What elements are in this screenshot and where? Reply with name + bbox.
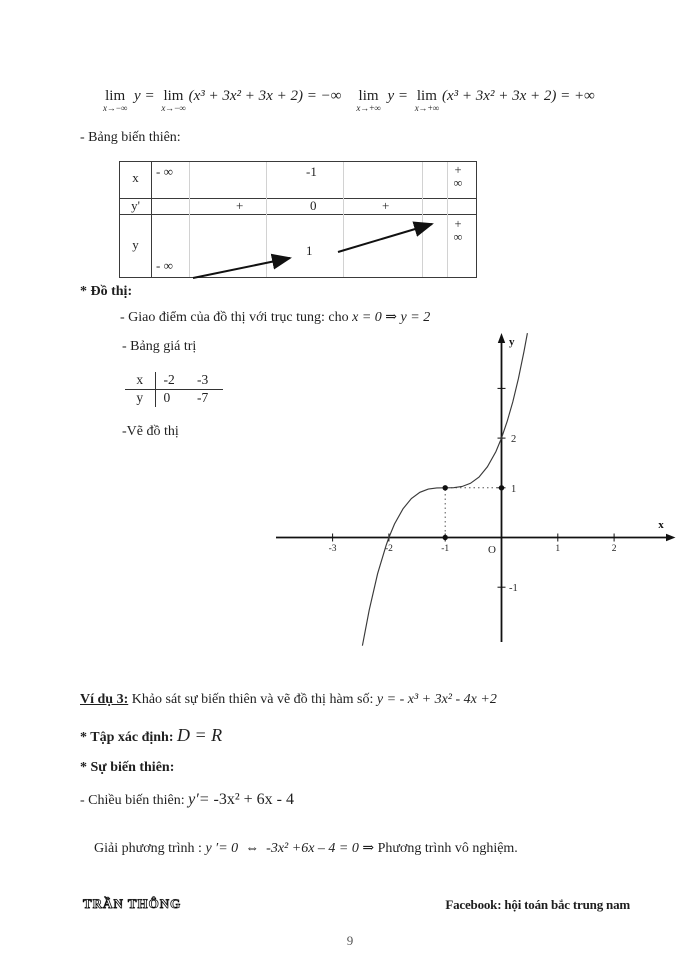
limit-expression-pos: (x³ + 3x² + 3x + 2) = +∞ — [442, 88, 595, 104]
x-minus-infinity: - ∞ — [156, 164, 173, 179]
y-minus-infinity: - ∞ — [156, 258, 173, 273]
implies-arrow: ⇒ — [358, 841, 378, 856]
value-table-cell: 0 — [163, 390, 171, 405]
footer-author: TRẦN THÔNG — [83, 896, 182, 911]
origin-label: O — [488, 544, 496, 556]
limit-formulas — [100, 88, 595, 113]
example3-heading: Ví dụ 3: — [80, 692, 129, 707]
y-axis-label: y — [509, 336, 515, 348]
example3-text: Khảo sát sự biến thiên và vẽ đồ thị hàm số: — [128, 692, 377, 707]
limit-operator — [161, 89, 185, 113]
y-tick-label: 2 — [511, 434, 517, 445]
data-point — [443, 485, 448, 490]
x-tick-label: -1 — [441, 544, 450, 554]
table-row — [125, 372, 223, 390]
limit-expression-neg: (x³ + 3x² + 3x + 2) = −∞ — [188, 88, 342, 104]
data-point — [499, 485, 504, 490]
value-table — [125, 372, 223, 407]
lim-word: lim — [358, 88, 379, 104]
value-table-cell: -3 — [189, 372, 223, 390]
plus-sign: + — [454, 217, 462, 231]
lim-subscript: x→−∞ — [103, 102, 128, 113]
y-inflection-value: 1 — [306, 243, 313, 258]
increasing-arrow-icon — [193, 258, 290, 278]
row-label-y-prime: y' — [131, 198, 140, 213]
x-tick-label: 1 — [555, 544, 561, 554]
data-point — [443, 535, 448, 540]
lim-word: lim — [416, 88, 437, 104]
derivative-math: -3x² + 6x - 4 — [213, 791, 294, 808]
infinity-sign: ∞ — [453, 230, 463, 245]
infinity-sign: ∞ — [453, 176, 463, 191]
x-tick-label: 2 — [611, 544, 617, 554]
plus-sign: + — [454, 163, 462, 177]
value-table-cell: -7 — [197, 390, 209, 405]
row-label-x: x — [132, 170, 139, 185]
domain-line — [80, 725, 222, 746]
value-table-cell: -2 — [155, 372, 189, 390]
marked-points — [443, 485, 505, 540]
x-critical-value: -1 — [306, 164, 317, 179]
y-equals: y = — [130, 88, 159, 104]
equation-conclusion: Phương trình vô nghiệm. — [377, 841, 518, 856]
example3-line — [80, 692, 497, 708]
limit-operator — [356, 89, 380, 113]
y-equals: y = — [383, 88, 412, 104]
table-row — [125, 390, 223, 408]
y-intercept-text: - Giao điểm của đồ thị với trục tung: cho — [120, 310, 353, 325]
function-graph — [270, 328, 680, 650]
y-intercept-math: x = 0 ⇒ y = 2 — [352, 310, 431, 325]
equation-math: -3x² +6x – 4 = 0 — [266, 841, 359, 856]
value-table-heading: - Bảng giá trị — [122, 339, 197, 354]
equation-math: y ′= 0 — [205, 841, 239, 856]
footer-facebook: Facebook: hội toán bắc trung nam — [445, 897, 630, 912]
y-prime-sign: + — [236, 197, 244, 213]
x-tick-label: -2 — [384, 544, 393, 554]
y-prime-sign: + — [382, 197, 390, 213]
y-tick-label: 1 — [511, 484, 517, 495]
variation-table — [119, 161, 477, 278]
derivative-math: y′= — [188, 791, 214, 808]
row-label-y: y — [132, 237, 139, 252]
lim-word: lim — [105, 88, 126, 104]
graph-section-heading: * Đồ thị: — [80, 284, 133, 299]
x-axis-arrow-icon — [666, 534, 676, 541]
increasing-arrow-icon — [338, 224, 432, 252]
derivative-label: - Chiều biến thiên: — [80, 793, 189, 808]
lim-word: lim — [163, 88, 184, 104]
y-axis-arrow-icon — [498, 333, 505, 343]
value-table-x-label: x — [125, 372, 155, 390]
y-tick-label: -1 — [509, 583, 518, 594]
limit-operator — [415, 89, 439, 113]
x-tick-label: -3 — [328, 544, 337, 554]
equation-label: Giải phương trình : — [94, 841, 206, 856]
page-number: 9 — [346, 933, 354, 948]
limit-operator — [103, 89, 127, 113]
lim-subscript: x→+∞ — [414, 102, 440, 113]
equivalence-arrow: ⇔ — [238, 841, 267, 856]
equation-line — [80, 824, 518, 873]
draw-graph-label: -Vẽ đồ thị — [122, 424, 179, 439]
x-axis-label: x — [658, 519, 664, 531]
lim-subscript: x→+∞ — [356, 102, 381, 113]
variation-table-heading: - Bảng biến thiên: — [80, 130, 181, 145]
lim-subscript: x→−∞ — [161, 102, 186, 113]
increasing-arrows — [120, 162, 478, 279]
domain-label: * Tập xác định: — [80, 730, 177, 745]
variation-heading: * Sự biến thiên: — [80, 760, 175, 775]
derivative-line — [80, 791, 294, 809]
value-table-y-label: y — [125, 390, 155, 408]
example3-function: y = - x³ + 3x² - 4x +2 — [376, 692, 497, 707]
y-prime-zero: 0 — [310, 197, 317, 213]
domain-math: D = R — [177, 725, 223, 745]
y-intercept-line — [120, 309, 430, 326]
